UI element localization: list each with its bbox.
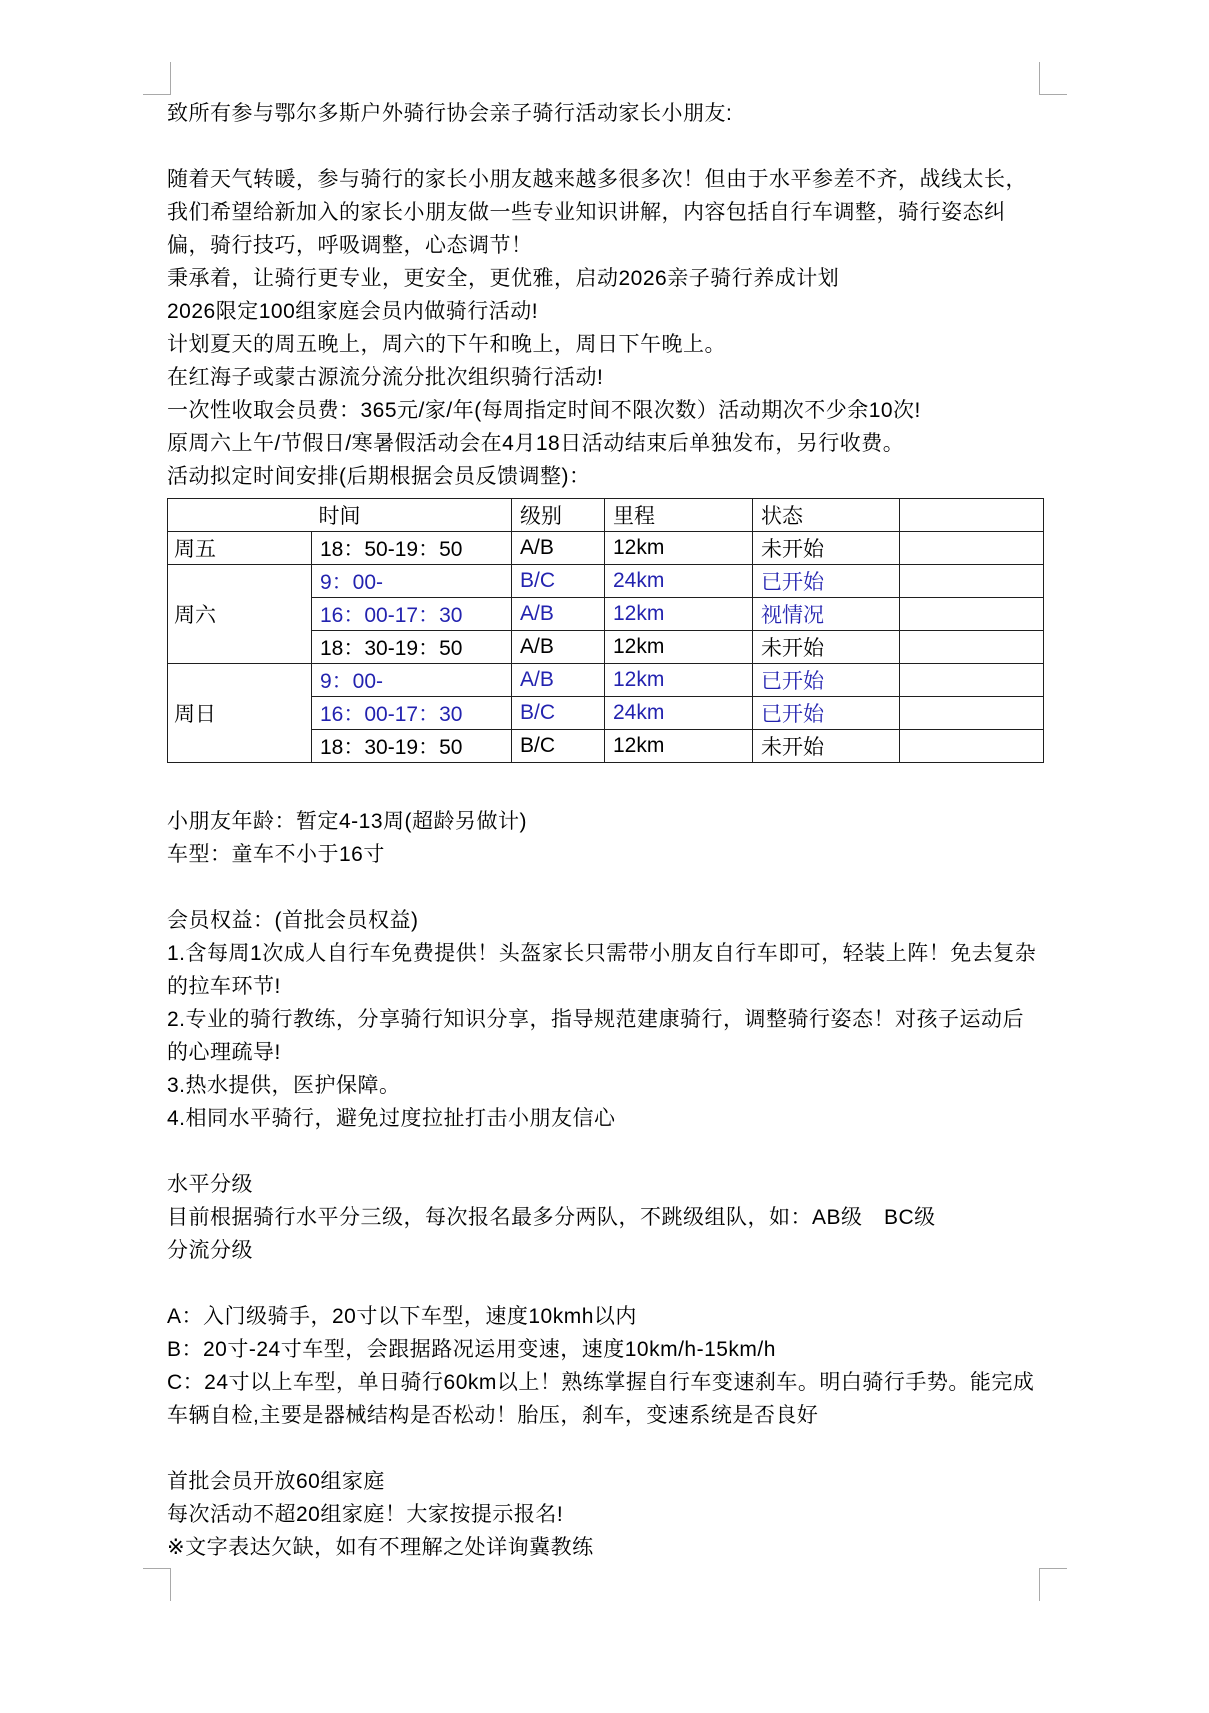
blank-line	[167, 1135, 1043, 1168]
schedule-status-cell: 已开始	[753, 697, 900, 730]
schedule-status-cell: 已开始	[753, 664, 900, 697]
schedule-distance-cell: 12km	[605, 598, 753, 631]
schedule-header-level: 级别	[512, 499, 605, 532]
crop-mark-top-right-icon	[1039, 62, 1067, 95]
paragraph-line: 小朋友年龄：暂定4-13周(超龄另做计)	[167, 810, 528, 833]
schedule-level-cell: A/B	[512, 532, 605, 565]
schedule-row	[168, 664, 1044, 697]
schedule-header-empty	[900, 499, 1044, 532]
schedule-day-cell: 周五	[168, 532, 312, 565]
schedule-level-cell: B/C	[512, 565, 605, 598]
detail-paragraphs	[167, 805, 1043, 1564]
schedule-empty-cell	[900, 664, 1044, 697]
schedule-header-status: 状态	[753, 499, 900, 532]
paragraph-line: 2.专业的骑行教练，分享骑行知识分享，指导规范建康骑行，调整骑行姿态！对孩子运动后的心理疏导!	[167, 1008, 1025, 1064]
paragraph-line: 一次性收取会员费：365元/家/年(每周指定时间不限次数）活动期次不少余10次!	[167, 399, 921, 422]
schedule-status-cell: 未开始	[753, 532, 900, 565]
blank-line	[167, 1432, 1043, 1465]
blank-line	[167, 871, 1043, 904]
paragraph-line: 首批会员开放60组家庭	[167, 1470, 385, 1493]
paragraph-line: 1.含每周1次成人自行车免费提供！头盔家长只需带小朋友自行车即可，轻装上阵！免去复杂的拉车环节!	[167, 942, 1037, 998]
paragraph-line: ※文字表达欠缺，如有不理解之处详询冀教练	[167, 1536, 594, 1559]
paragraph-line: 活动拟定时间安排(后期根据会员反馈调整)：	[167, 465, 591, 488]
schedule-empty-cell	[900, 532, 1044, 565]
schedule-distance-cell: 12km	[605, 532, 753, 565]
paragraph-line: 水平分级	[167, 1173, 253, 1196]
paragraph-line: 在红海子或蒙古源流分流分批次组织骑行活动!	[167, 366, 604, 389]
paragraph-line: 秉承着，让骑行更专业，更安全，更优雅，启动2026亲子骑行养成计划	[167, 267, 840, 290]
schedule-time-cell: 18：30-19：50	[312, 631, 512, 664]
crop-mark-bottom-right-icon	[1039, 1568, 1067, 1601]
schedule-row	[168, 565, 1044, 598]
schedule-day-cell: 周六	[168, 565, 312, 664]
schedule-time-cell: 9：00-	[312, 664, 512, 697]
schedule-distance-cell: 12km	[605, 664, 753, 697]
paragraph-line: 原周六上午/节假日/寒暑假活动会在4月18日活动结束后单独发布，另行收费。	[167, 432, 905, 455]
paragraph-line: 3.热水提供，医护保障。	[167, 1074, 401, 1097]
document-content	[167, 0, 1043, 1564]
schedule-header-row	[168, 499, 1044, 532]
intro-paragraphs	[167, 97, 1043, 493]
schedule-level-cell: A/B	[512, 631, 605, 664]
paragraph-line: 每次活动不超20组家庭！大家按提示报名!	[167, 1503, 564, 1526]
paragraph-line: 致所有参与鄂尔多斯户外骑行协会亲子骑行活动家长小朋友:	[167, 102, 733, 125]
schedule-table	[167, 498, 1044, 763]
schedule-empty-cell	[900, 598, 1044, 631]
schedule-distance-cell: 24km	[605, 565, 753, 598]
schedule-level-cell: B/C	[512, 730, 605, 763]
schedule-time-cell: 16：00-17：30	[312, 598, 512, 631]
schedule-status-cell: 未开始	[753, 730, 900, 763]
schedule-empty-cell	[900, 565, 1044, 598]
schedule-level-cell: A/B	[512, 598, 605, 631]
schedule-empty-cell	[900, 631, 1044, 664]
paragraph-line: 会员权益：(首批会员权益)	[167, 909, 419, 932]
schedule-level-cell: A/B	[512, 664, 605, 697]
schedule-empty-cell	[900, 697, 1044, 730]
paragraph-line: C：24寸以上车型，单日骑行60km以上！熟练掌握自行车变速刹车。明白骑行手势。能完成车辆自检,主要是器械结构是否松动！胎压，刹车，变速系统是否良好	[167, 1371, 1035, 1427]
schedule-time-cell: 16：00-17：30	[312, 697, 512, 730]
paragraph-line: B：20寸-24寸车型，会跟据路况运用变速，速度10km/h-15km/h	[167, 1338, 776, 1361]
schedule-empty-cell	[900, 730, 1044, 763]
schedule-header-time: 时间	[168, 499, 512, 532]
paragraph-line: 车型：童车不小于16寸	[167, 843, 385, 866]
paragraph-line: 目前根据骑行水平分三级，每次报名最多分两队，不跳级组队，如：AB级 BC级	[167, 1206, 936, 1229]
schedule-distance-cell: 12km	[605, 631, 753, 664]
schedule-time-cell: 18：50-19：50	[312, 532, 512, 565]
schedule-status-cell: 已开始	[753, 565, 900, 598]
crop-mark-bottom-left-icon	[143, 1568, 171, 1601]
blank-line	[167, 130, 1043, 163]
schedule-day-cell: 周日	[168, 664, 312, 763]
schedule-row	[168, 532, 1044, 565]
blank-line	[167, 1267, 1043, 1300]
paragraph-line: A：入门级骑手，20寸以下车型，速度10kmh以内	[167, 1305, 637, 1328]
paragraph-line: 随着天气转暖，参与骑行的家长小朋友越来越多很多次！但由于水平参差不齐，战线太长，我们希望给新加入的家长小朋友做一些专业知识讲解，内容包括自行车调整，骑行姿态纠偏，骑行技巧，呼吸调整，心态调节！	[167, 168, 1027, 257]
schedule-time-cell: 18：30-19：50	[312, 730, 512, 763]
paragraph-line: 4.相同水平骑行，避免过度拉扯打击小朋友信心	[167, 1107, 616, 1130]
paragraph-line: 计划夏天的周五晚上，周六的下午和晚上，周日下午晚上。	[167, 333, 726, 356]
schedule-status-cell: 视情况	[753, 598, 900, 631]
schedule-distance-cell: 24km	[605, 697, 753, 730]
paragraph-line: 分流分级	[167, 1239, 253, 1262]
schedule-header-distance: 里程	[605, 499, 753, 532]
schedule-status-cell: 未开始	[753, 631, 900, 664]
schedule-level-cell: B/C	[512, 697, 605, 730]
schedule-time-cell: 9：00-	[312, 565, 512, 598]
paragraph-line: 2026限定100组家庭会员内做骑行活动!	[167, 300, 539, 323]
schedule-distance-cell: 12km	[605, 730, 753, 763]
